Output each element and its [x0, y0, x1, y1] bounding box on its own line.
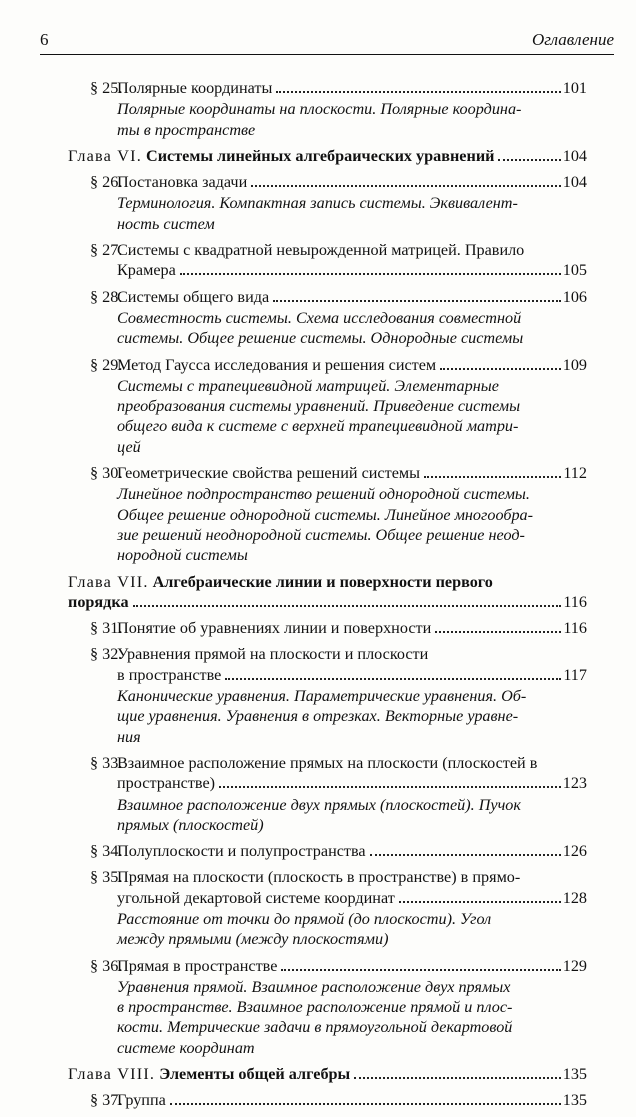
dot-leader: [251, 185, 560, 187]
entry-title-text: в пространстве: [117, 665, 222, 684]
toc-chapter-entry: [68, 1064, 587, 1084]
table-of-contents: [68, 78, 587, 1117]
page-ref: 116: [563, 592, 587, 611]
description-line: ность систем: [117, 214, 215, 233]
dot-leader: [180, 273, 561, 275]
entry-title-text: Прямая в пространстве: [117, 956, 278, 975]
toc-section-entry: [79, 841, 587, 861]
section-number: § 29.: [90, 355, 123, 374]
section-number: § 36.: [90, 956, 123, 975]
description-line: прямых (плоскостей): [117, 815, 264, 834]
toc-section-entry: [79, 78, 587, 140]
description-line: ты в пространстве: [117, 120, 256, 139]
dot-leader: [281, 969, 560, 971]
entry-title-text: Алгебраические линии и поверхности первого: [152, 572, 493, 591]
page-ref: 105: [562, 261, 587, 280]
dot-leader: [133, 605, 562, 607]
page-ref: 126: [562, 842, 587, 861]
toc-section-entry: [79, 355, 587, 457]
description-line: щие уравнения. Уравнения в отрезках. Векторные уравне-: [117, 707, 519, 726]
entry-title-line: [117, 888, 587, 908]
entry-title-line: [117, 618, 587, 638]
section-number: § 32.: [90, 645, 123, 664]
page-ref: 112: [563, 464, 587, 483]
section-number: § 26.: [90, 173, 123, 192]
entry-title-text: Метод Гаусса исследования и решения систем: [117, 355, 437, 374]
dot-leader: [170, 1103, 561, 1105]
description-line: цей: [117, 437, 141, 456]
section-number: § 28.: [90, 287, 123, 306]
page-ref: 135: [562, 1091, 587, 1110]
description-line: Системы с трапециевидной матрицей. Элементарные: [117, 376, 499, 395]
dot-leader: [440, 368, 561, 370]
dot-leader: [225, 678, 561, 680]
entry-title-line: Взаимное расположение прямых на плоскости (плоскостей в: [117, 753, 538, 772]
page-ref: 129: [562, 956, 587, 975]
dot-leader: [399, 901, 561, 903]
entry-title-text: Постановка задачи: [117, 173, 248, 192]
toc-section-entry: [79, 240, 587, 281]
section-number: § 35.: [90, 868, 123, 887]
page-ref: 104: [562, 173, 587, 192]
page-ref: 104: [562, 146, 587, 165]
entry-title-line: Прямая на плоскости (плоскость в пространстве) в прямо-: [117, 868, 521, 887]
section-number: § 34.: [90, 842, 123, 861]
entry-description: [117, 977, 587, 1058]
entry-description: [117, 909, 587, 950]
toc-chapter-entry: [68, 572, 587, 613]
chapter-label: Глава VI.: [68, 146, 142, 165]
page-ref: 109: [562, 355, 587, 374]
entry-title-line: [117, 665, 587, 685]
entry-title-line: Системы с квадратной невырожденной матрицей. Правило: [117, 241, 525, 260]
dot-leader: [276, 91, 560, 93]
entry-title-line: [117, 956, 587, 976]
chapter-label: Глава VIII.: [68, 1065, 156, 1084]
description-line: в пространстве. Взаимное расположение прямой и плос-: [117, 998, 513, 1017]
description-line: Общее решение однородной системы. Линейное многообра-: [117, 505, 534, 524]
entry-title-line: [68, 592, 587, 612]
toc-section-entry: [79, 618, 587, 638]
page-header: [40, 28, 614, 52]
toc-section-entry: [79, 644, 587, 746]
dot-leader: [498, 159, 560, 161]
dot-leader: [354, 1077, 561, 1079]
entry-title-text: Системы общего вида: [117, 287, 270, 306]
entry-title-line: [117, 172, 587, 192]
dot-leader: [273, 300, 561, 302]
page-number: 6: [40, 30, 49, 49]
entry-description: [117, 484, 587, 565]
section-number: § 33.: [90, 753, 123, 772]
description-line: Полярные координаты на плоскости. Полярные координа-: [117, 100, 522, 119]
description-line: системы. Общее решение системы. Однородные системы: [117, 329, 524, 348]
toc-section-entry: [79, 956, 587, 1058]
entry-title-line: Уравнения прямой на плоскости и плоскости: [117, 645, 429, 664]
section-number: § 31.: [90, 619, 123, 638]
entry-title-line: [117, 355, 587, 375]
description-line: кости. Метрические задачи в прямоугольной декартовой: [117, 1018, 513, 1037]
entry-title-text: Крамера: [117, 261, 176, 280]
description-line: Терминология. Компактная запись системы. Эквивалент-: [117, 194, 518, 213]
entry-title-text: Группа: [117, 1091, 166, 1110]
entry-title-line: [68, 146, 587, 166]
dot-leader: [424, 476, 561, 478]
toc-section-entry: [79, 463, 587, 565]
running-title: Оглавление: [531, 30, 614, 49]
entry-description: [117, 99, 587, 140]
page-ref: 116: [563, 619, 587, 638]
entry-title-text: угольной декартовой системе координат: [117, 888, 395, 907]
description-line: зие решений неоднородной системы. Общее решение неод-: [117, 525, 525, 544]
section-number: § 37.: [90, 1091, 123, 1110]
toc-section-entry: [79, 1090, 587, 1110]
description-line: общего вида к системе с верхней трапециевидной матри-: [117, 417, 519, 436]
entry-title-line: [68, 572, 587, 592]
description-line: Взаимное расположение двух прямых (плоскостей). Пучок: [117, 795, 521, 814]
section-number: § 25.: [90, 79, 123, 97]
page-ref: 117: [563, 665, 587, 684]
description-line: преобразования системы уравнений. Приведение системы: [117, 397, 521, 416]
entry-title-text: Элементы общей алгебры: [159, 1065, 351, 1084]
entry-title-text: Полярные координаты: [117, 79, 273, 97]
section-number: § 27.: [90, 241, 123, 260]
entry-title-line: [117, 1090, 587, 1110]
dot-leader: [435, 631, 561, 633]
description-line: системе координат: [117, 1038, 255, 1057]
entry-title-line: [117, 463, 587, 483]
description-line: ния: [117, 727, 141, 746]
description-line: Расстояние от точки до прямой (до плоскости). Угол: [117, 909, 492, 928]
entry-title-text: пространстве): [117, 774, 216, 793]
entry-title-line: [117, 841, 587, 861]
entry-title-line: [117, 773, 587, 793]
entry-description: [117, 686, 587, 747]
entry-title-text: Полуплоскости и полупространства: [117, 842, 366, 861]
description-line: нородной системы: [117, 546, 248, 565]
toc-section-entry: [79, 172, 587, 234]
dot-leader: [370, 854, 561, 856]
toc-chapter-entry: [68, 146, 587, 166]
header-rule: [40, 54, 614, 55]
page-ref: 123: [562, 774, 587, 793]
page-ref: 101: [562, 79, 587, 97]
toc-section-entry: [79, 287, 587, 349]
toc-section-entry: [79, 867, 587, 949]
section-number: § 30.: [90, 464, 123, 483]
entry-title-text: Понятие об уравнениях линии и поверхности: [117, 619, 432, 638]
description-line: Линейное подпространство решений однородной системы.: [117, 485, 530, 504]
entry-title-line: [117, 78, 587, 98]
entry-title-text: Геометрические свойства решений системы: [117, 464, 420, 483]
entry-title-line: [117, 260, 587, 280]
page-ref: 106: [562, 287, 587, 306]
description-line: между прямыми (между плоскостями): [117, 930, 389, 949]
page-ref: 135: [562, 1065, 587, 1084]
entry-description: [117, 795, 587, 836]
description-line: Канонические уравнения. Параметрические уравнения. Об-: [117, 687, 527, 706]
entry-description: [117, 193, 587, 234]
dot-leader: [219, 786, 561, 788]
chapter-label: Глава VII.: [68, 572, 149, 591]
entry-description: [117, 308, 587, 349]
toc-section-entry: [79, 753, 587, 835]
description-line: Уравнения прямой. Взаимное расположение двух прямых: [117, 977, 511, 996]
page-ref: 128: [562, 888, 587, 907]
entry-description: [117, 376, 587, 457]
description-line: Совместность системы. Схема исследования совместной: [117, 308, 522, 327]
entry-title-line: [68, 1064, 587, 1084]
entry-title-text: порядка: [68, 592, 129, 611]
entry-title-text: Системы линейных алгебраических уравнений: [146, 146, 495, 165]
entry-title-line: [117, 287, 587, 307]
